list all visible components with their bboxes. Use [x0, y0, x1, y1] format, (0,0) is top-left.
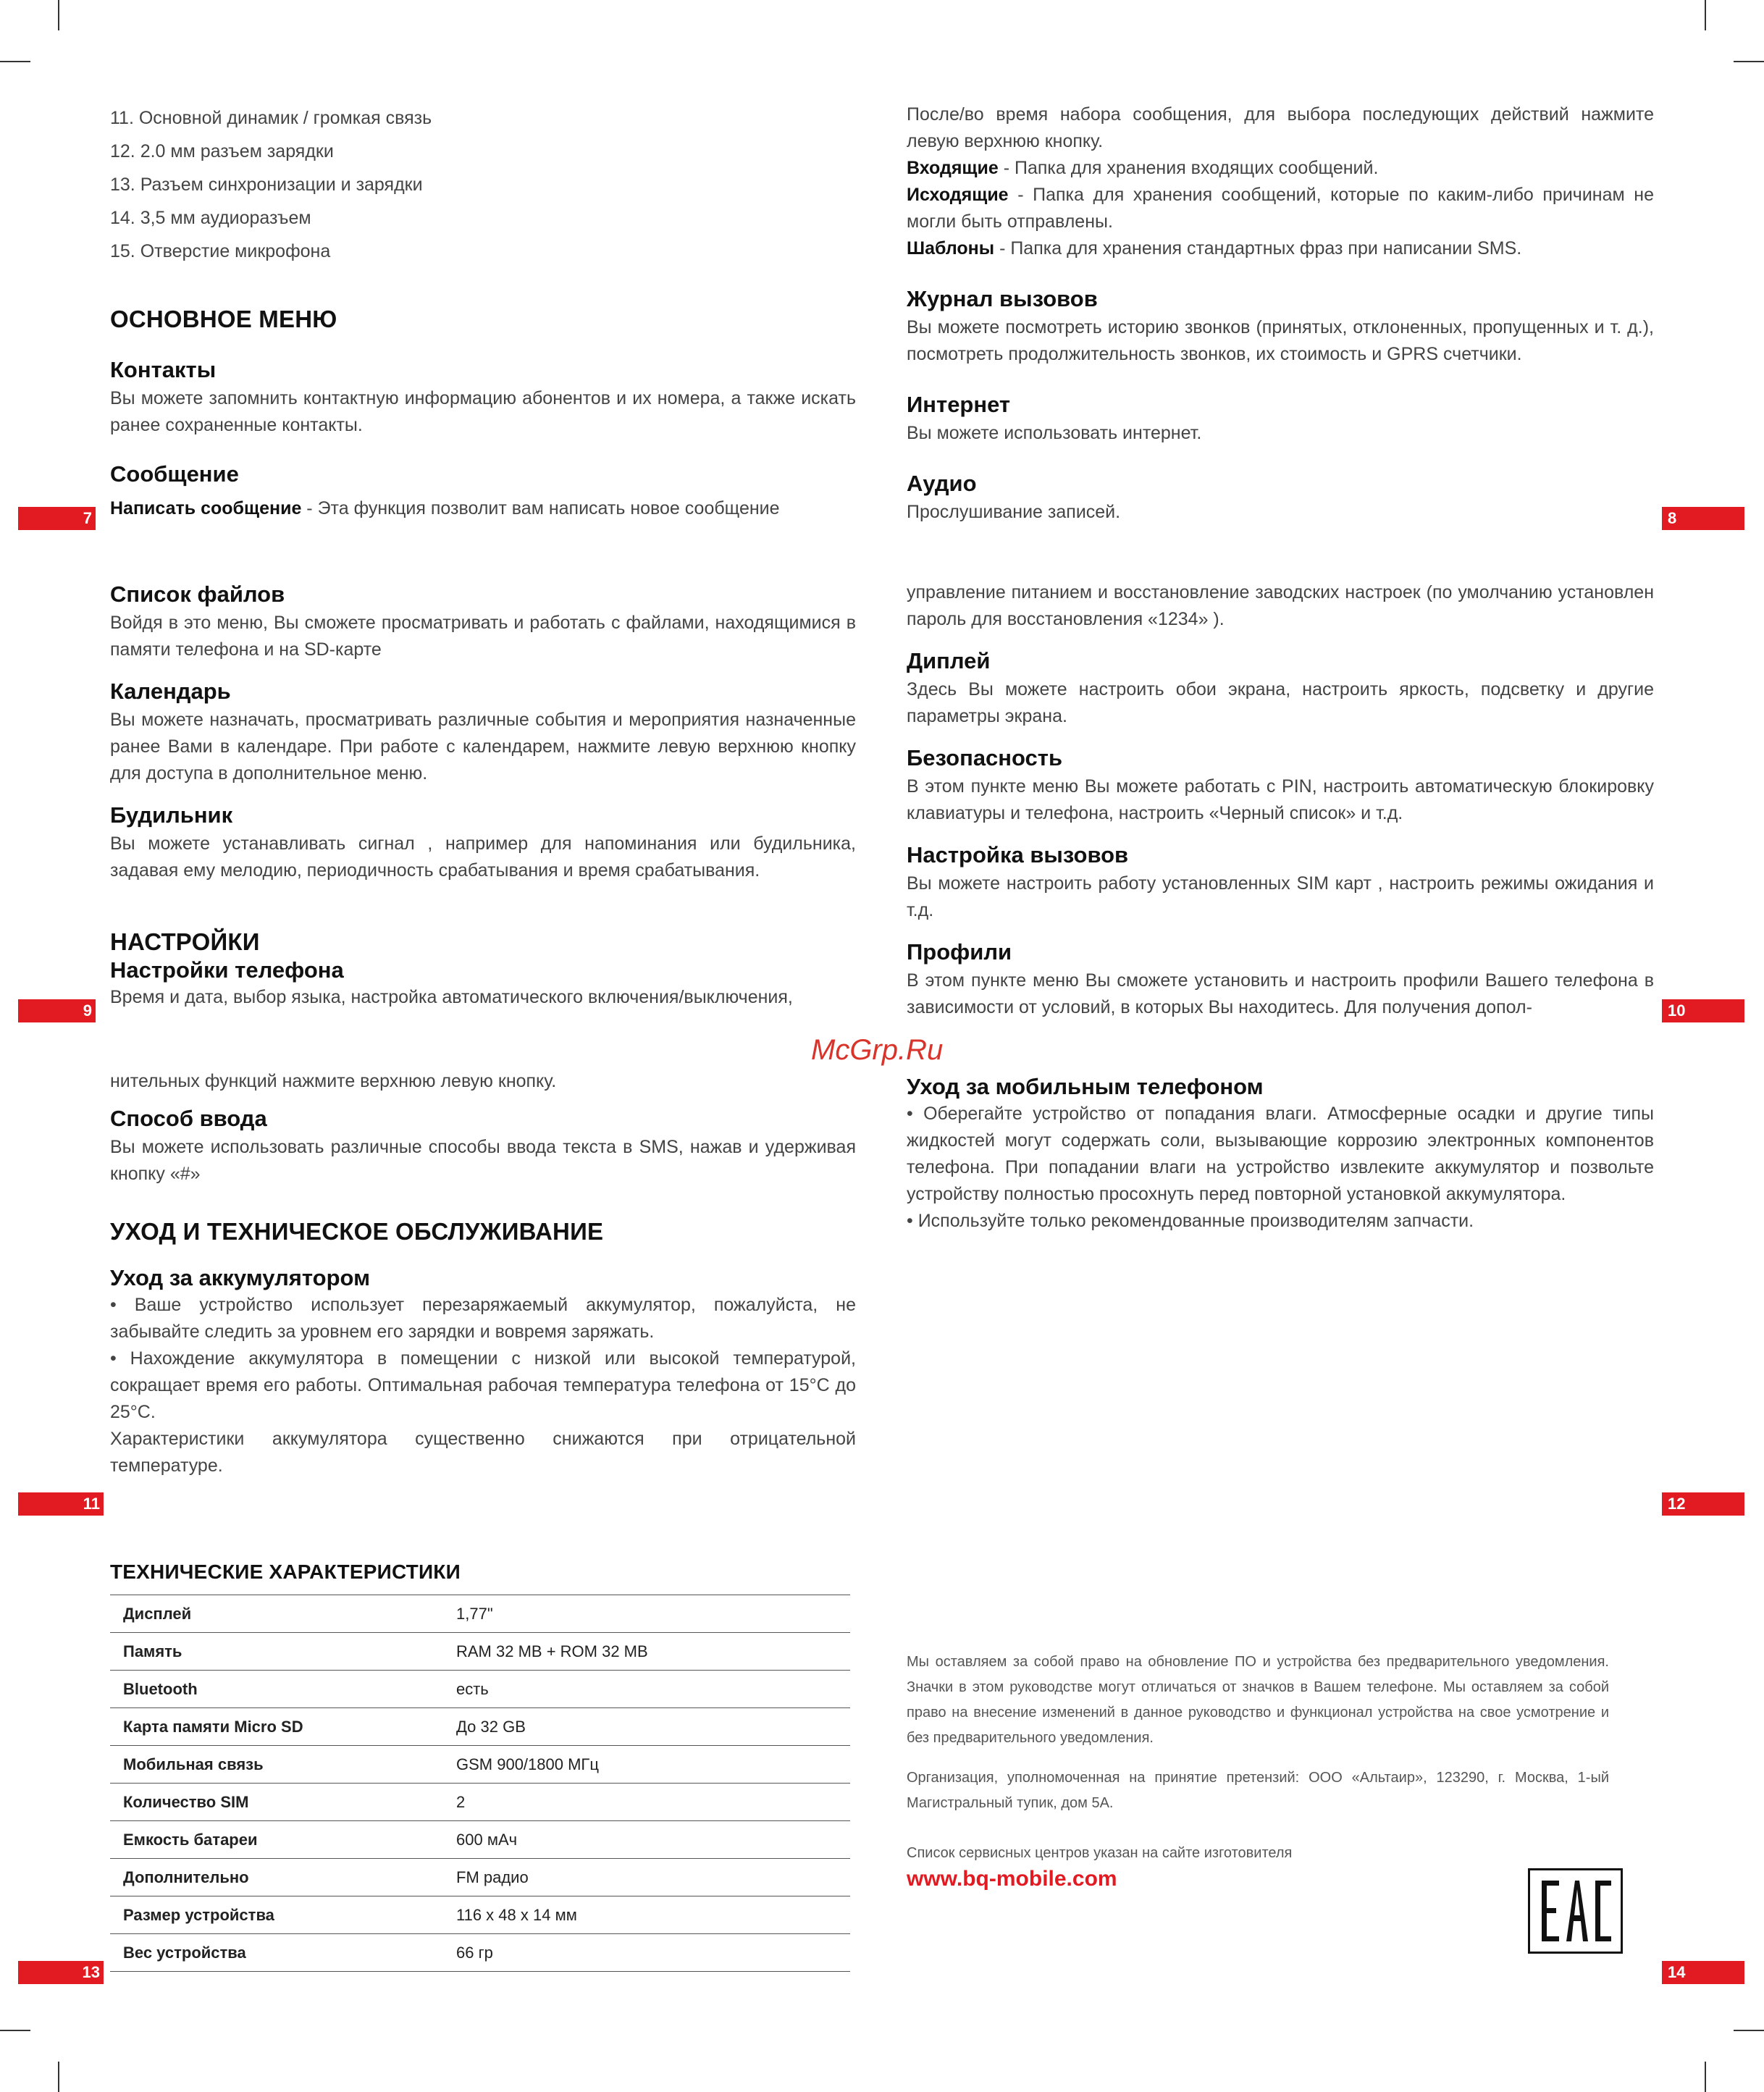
- notice-text: Мы оставляем за собой право на обновление ПО и устройства без предварительного уведомления. Значки в этом руководстве могут отличаться от значков в Вашем телефоне. Мы оставляем за собой право на внесение изменений в данное руководство и функционал устройства на свое усмотрение и без предварительного уведомления.: [907, 1654, 1609, 1746]
- inbox-text: - Папка для хранения входящих сообщений.: [998, 158, 1379, 178]
- page-number: [1662, 1961, 1744, 1984]
- display-title: Диплей: [907, 648, 991, 673]
- specs-table: [110, 1595, 850, 1972]
- page-10: [907, 579, 1654, 1021]
- inbox-label: Входящие: [907, 158, 999, 178]
- phone-care-title: Уход за мобильным телефоном: [907, 1074, 1264, 1099]
- page-number: [1662, 1492, 1744, 1516]
- page-14: [907, 1650, 1609, 1892]
- write-message: [110, 495, 856, 522]
- input-cont-text: нительных функций нажмите верхнюю левую кнопку.: [110, 1071, 557, 1091]
- page-11: [110, 1068, 856, 1479]
- calendar-text: Вы можете назначать, просматривать различные события и мероприятия назначенные ранее Вами в календаре. При работе с календарем, нажмите левую верхнюю кнопку для доступа в дополнительное меню.: [110, 710, 856, 784]
- crop-mark: [1734, 2030, 1764, 2031]
- website-link[interactable]: www.bq-mobile.com: [907, 1867, 1117, 1891]
- alarm-title: Будильник: [110, 802, 233, 828]
- page-number-label: 13: [82, 1963, 100, 1981]
- page-number: [18, 1961, 104, 1984]
- templates-text: - Папка для хранения стандартных фраз при написании SMS.: [994, 238, 1522, 259]
- display-text: Здесь Вы можете настроить обои экрана, настроить яркость, подсветку и другие параметры экрана.: [907, 679, 1654, 726]
- outbox-line: [907, 182, 1654, 235]
- write-label: Написать сообщение: [110, 498, 302, 518]
- spec-value: 66 гр: [443, 1934, 850, 1972]
- spec-key: Bluetooth: [110, 1671, 443, 1708]
- outbox-label: Исходящие: [907, 185, 1009, 205]
- outbox-text: - Папка для хранения сообщений, которые по каким-либо причинам не могли быть отправлены.: [907, 185, 1654, 232]
- callset-text: Вы можете настроить работу установленных SIM карт , настроить режимы ожидания и т.д.: [907, 873, 1654, 920]
- page-number-label: 12: [1668, 1495, 1686, 1513]
- profiles-text: В этом пункте меню Вы сможете установить и настроить профили Вашего телефона в зависимости от условий, в которых Вы находитесь. Для получения допол-: [907, 970, 1654, 1017]
- spec-key: Мобильная связь: [110, 1746, 443, 1784]
- profiles-title: Профили: [907, 939, 1012, 965]
- spec-row: [110, 1784, 850, 1821]
- internet-title: Интернет: [907, 392, 1011, 417]
- spec-key: Дополнительно: [110, 1859, 443, 1896]
- page-number: [18, 1492, 104, 1516]
- crop-mark: [0, 2030, 30, 2031]
- write-text: - Эта функция позволит вам написать новое сообщение: [301, 498, 780, 518]
- page-number: [18, 999, 96, 1022]
- spec-row: [110, 1746, 850, 1784]
- internet-text: Вы можете использовать интернет.: [907, 423, 1202, 443]
- spec-key: Емкость батареи: [110, 1821, 443, 1859]
- spec-value: 116 х 48 х 14 мм: [443, 1896, 850, 1934]
- calendar-title: Календарь: [110, 679, 231, 704]
- settings-section: НАСТРОЙКИ: [110, 928, 260, 955]
- phone-settings-text: Время и дата, выбор языка, настройка автоматического включения/выключения,: [110, 987, 793, 1007]
- service-text: Список сервисных центров указан на сайте изготовителя: [907, 1845, 1293, 1861]
- spec-value: До 32 GB: [443, 1708, 850, 1746]
- spec-value: RAM 32 MB + ROM 32 MB: [443, 1633, 850, 1671]
- contacts-title: Контакты: [110, 357, 217, 382]
- page-13: [110, 1557, 856, 1972]
- eac-mark-icon: [1530, 1870, 1621, 1952]
- intro-text: После/во время набора сообщения, для выбора последующих действий нажмите левую верхнюю кнопку.: [907, 104, 1654, 151]
- alarm-text: Вы можете устанавливать сигнал , например для напоминания или будильника, задавая ему мелодию, периодичность срабатывания и время срабатывания.: [110, 833, 856, 881]
- spec-row: [110, 1595, 850, 1633]
- callset-title: Настройка вызовов: [907, 842, 1129, 868]
- input-text: Вы можете использовать различные способы ввода текста в SMS, нажав и удерживая кнопку «#»: [110, 1137, 856, 1184]
- page-number-label: 8: [1668, 509, 1677, 527]
- battery-p2: • Нахождение аккумулятора в помещении с низкой или высокой температурой, сокращает время его работы. Оптимальная рабочая температура телефона от 15°С до 25°С.: [110, 1348, 856, 1422]
- audio-title: Аудио: [907, 471, 977, 496]
- spec-row: [110, 1671, 850, 1708]
- spec-row: [110, 1859, 850, 1896]
- spec-key: Вес устройства: [110, 1934, 443, 1972]
- contacts-text: Вы можете запомнить контактную информацию абонентов и их номера, а также искать ранее сохраненные контакты.: [110, 388, 856, 435]
- input-title: Способ ввода: [110, 1106, 267, 1131]
- spec-row: [110, 1708, 850, 1746]
- page-number: [1662, 507, 1744, 530]
- spec-row: [110, 1633, 850, 1671]
- spec-row: [110, 1934, 850, 1972]
- calls-title: Журнал вызовов: [907, 286, 1098, 311]
- care-section: УХОД И ТЕХНИЧЕСКОЕ ОБСЛУЖИВАНИЕ: [110, 1218, 604, 1245]
- page-7: [110, 101, 856, 522]
- spec-key: Количество SIM: [110, 1784, 443, 1821]
- spec-value: 2: [443, 1784, 850, 1821]
- crop-mark: [58, 0, 59, 30]
- phone-settings-title: Настройки телефона: [110, 957, 344, 983]
- page-number-label: 14: [1668, 1963, 1686, 1981]
- templates-label: Шаблоны: [907, 238, 995, 259]
- page-number-label: 10: [1668, 1001, 1686, 1020]
- care-p1: • Оберегайте устройство от попадания влаги. Атмосферные осадки и другие типы жидкостей могут содержать соли, вызывающие коррозию электронных компонентов телефона. При попадании влаги на устройство извлеките аккумулятор и позвольте устройству полностью просохнуть перед повторной установкой аккумулятора.: [907, 1104, 1654, 1204]
- spec-value: GSM 900/1800 МГц: [443, 1746, 850, 1784]
- list-item: 15. Отверстие микрофона: [110, 241, 331, 261]
- files-text: Войдя в это меню, Вы сможете просматривать и работать с файлами, находящимися в памяти телефона и на SD-карте: [110, 613, 856, 660]
- templates-line: [907, 235, 1654, 262]
- calls-text: Вы можете посмотреть историю звонков (принятых, отклоненных, пропущенных и т. д.), посмотреть продолжительность звонков, их стоимость и GPRS счетчики.: [907, 317, 1654, 364]
- files-title: Список файлов: [110, 581, 285, 607]
- battery-p1: • Ваше устройство использует перезаряжаемый аккумулятор, пожалуйста, не забывайте следить за уровнем его зарядки и вовремя заряжать.: [110, 1295, 856, 1342]
- spec-key: Карта памяти Micro SD: [110, 1708, 443, 1746]
- crop-mark: [1705, 0, 1706, 30]
- eac-mark: [1528, 1868, 1623, 1954]
- watermark: McGrp.Ru: [811, 1034, 944, 1066]
- spec-key: Дисплей: [110, 1595, 443, 1633]
- spec-key: Память: [110, 1633, 443, 1671]
- spec-value: FM радио: [443, 1859, 850, 1896]
- crop-mark: [58, 2062, 59, 2092]
- page-number: [18, 507, 96, 530]
- security-text: В этом пункте меню Вы можете работать с PIN, настроить автоматическую блокировку клавиатуры и телефона, настроить «Черный список» и т.д.: [907, 776, 1654, 823]
- page-number-label: 11: [83, 1495, 100, 1513]
- specs-title: ТЕХНИЧЕСКИЕ ХАРАКТЕРИСТИКИ: [110, 1560, 461, 1583]
- list-item: 12. 2.0 мм разъем зарядки: [110, 141, 334, 161]
- spec-value: 1,77": [443, 1595, 850, 1633]
- security-title: Безопасность: [907, 745, 1063, 770]
- spec-row: [110, 1896, 850, 1934]
- page-12: [907, 1073, 1654, 1235]
- page-number: [1662, 999, 1744, 1022]
- org-text: Организация, уполномоченная на принятие претензий: ООО «Альтаир», 123290, г. Москва, 1-ый Магистральный тупик, дом 5А.: [907, 1770, 1609, 1811]
- page-8: [907, 101, 1654, 526]
- page-number-label: 7: [83, 509, 92, 527]
- section-title: ОСНОВНОЕ МЕНЮ: [110, 306, 337, 332]
- settings-cont-text: управление питанием и восстановление заводских настроек (по умолчанию установлен пароль для восстановления «1234» ).: [907, 582, 1654, 629]
- spec-value: есть: [443, 1671, 850, 1708]
- message-title: Сообщение: [110, 461, 239, 487]
- battery-title: Уход за аккумулятором: [110, 1265, 370, 1290]
- crop-mark: [0, 61, 30, 62]
- battery-p3: Характеристики аккумулятора существенно снижаются при отрицательной температуре.: [110, 1429, 856, 1476]
- page-9: [110, 579, 856, 1011]
- list-item: 14. 3,5 мм аудиоразъем: [110, 208, 311, 228]
- care-p2: • Используйте только рекомендованные производителям запчасти.: [907, 1211, 1474, 1231]
- spec-row: [110, 1821, 850, 1859]
- page-number-label: 9: [83, 1001, 92, 1020]
- spec-key: Размер устройства: [110, 1896, 443, 1934]
- list-item: 13. Разъем синхронизации и зарядки: [110, 175, 423, 195]
- crop-mark: [1705, 2062, 1706, 2092]
- spec-value: 600 мАч: [443, 1821, 850, 1859]
- audio-text: Прослушивание записей.: [907, 502, 1121, 522]
- crop-mark: [1734, 61, 1764, 62]
- list-item: 11. Основной динамик / громкая связь: [110, 108, 432, 128]
- inbox-line: [907, 155, 1654, 182]
